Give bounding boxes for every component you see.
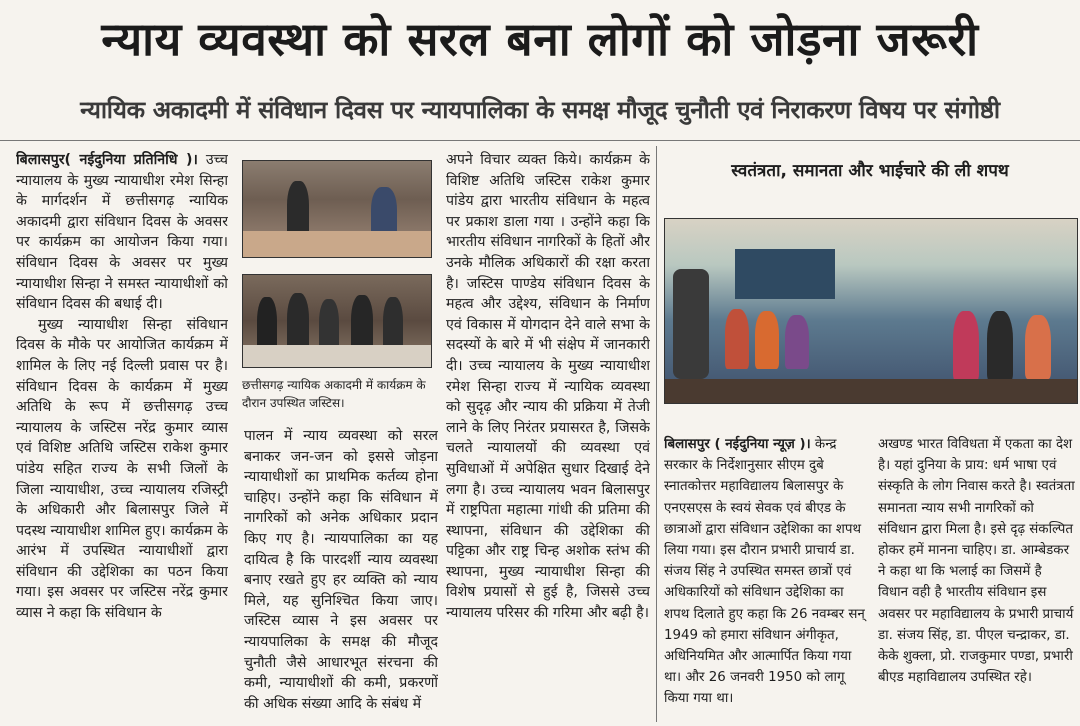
court-event-photo-2	[242, 274, 432, 368]
main-byline: बिलासपुर( नईदुनिया प्रतिनिधि )।	[16, 152, 198, 168]
main-paragraph-2: मुख्य न्यायाधीश सिन्हा संविधान दिवस के मौके पर आयोजित कार्यक्रम में शामिल के लिए नई दिल्ली प्रवास पर है। संविधान दिवस के कार्यक्रम में मुख्य अतिथि के रूप में छत्तीसगढ़ उच्च न्यायालय के जस्टिस नरेंद्र कुमार व्यास एवं विशिष्ट अतिथि जस्टिस राकेश कुमार पांडेय सहित राज्य के सभी जिलों के जिला न्यायाधीश, उच्च न्यायालय रजिस्ट्री के अधिकारी और बिलासपुर जिले में पदस्थ न्यायाधीश शामिल हुए। कार्यक्रम के आरंभ में उपस्थित न्यायाधीशों द्वारा संविधान की उद्देशिका का पठन किया गया। इस अवसर पर जस्टिस नरेंद्र कुमार व्यास ने कहा कि संविधान के	[16, 316, 228, 622]
main-story-column-3: अपने विचार व्यक्त किये। कार्यक्रम के विशिष्ट अतिथि जस्टिस राकेश कुमार पांडेय द्वारा भारतीय संविधान के महत्व पर प्रकाश डाला गया । उन्होंने कहा कि भारतीय संविधान नागरिकों के हितों और उनके मौलिक अधिकारों की रक्षा करता है। जस्टिस पाण्डेय संविधान दिवस के महत्व और उद्देश्य, संविधान के निर्माण एवं विकास में योगदान देने वाले सभा के सदस्यों के बारे में भी संक्षेप में जानकारी दी। उच्च न्यायालय के मुख्य न्यायाधीश रमेश सिन्हा राज्य में न्यायिक व्यवस्था को सुदृढ़ और न्याय की प्रक्रिया में तेजी लाने के लिए निरंतर प्रयासरत है, जिसके चलते न्यायालयों की व्यवस्था एवं सुविधाओं में अपेक्षित सुधार दिखाई देने लगा है। उच्च न्यायालय भवन बिलासपुर में राष्ट्रपिता महात्मा गांधी की प्रतिमा की स्थापना, संविधान की उद्देशिका की पट्टिका और राष्ट्र चिन्ह अशोक स्तंभ की स्थापना, मुख्य न्यायाधीश सिन्हा की विशेष प्रयासों से हुई है, जिससे उच्च न्यायालय परिसर की गरिमा और बढ़ी है।	[446, 152, 650, 622]
photo-caption: छत्तीसगढ़ न्यायिक अकादमी में कार्यक्रम के दौरान उपस्थित जस्टिस।	[242, 378, 426, 410]
side-story-title: स्वतंत्रता, समानता और भाईचारे की ली शपथ	[731, 161, 1009, 181]
college-oath-photo	[664, 218, 1078, 404]
main-paragraph-1: उच्च न्यायालय के मुख्य न्यायाधीश रमेश सिन्हा के मार्गदर्शन में छत्तीसगढ़ न्यायिक अकादमी द्वारा संविधान दिवस के अवसर पर कार्यक्रम का आयोजन किया गया। संविधान दिवस के अवसर पर मुख्य न्यायाधीश सिन्हा ने समस्त न्यायाधीशों को संविधान दिवस की बधाई दी।	[16, 152, 228, 313]
main-story-column-2: पालन में न्याय व्यवस्था को सरल बनाकर जन-जन को इससे जोड़ना न्यायाधीशों का प्राथमिक कर्तव्य होना चाहिए। उन्होंने कहा कि संविधान में नागरिकों को अनेक अधिकार प्रदान किए गए है। न्यायपालिका का यह दायित्व है कि पारदर्शी न्याय व्यवस्था बनाए रखते हुए हर व्यक्ति को न्याय मिले, यह सुनिश्चित किया जाए। जस्टिस व्यास ने इस अवसर पर न्यायपालिका के समक्ष की मौजूद चुनौती जैसे आधारभूत संरचना की कमी, न्यायाधीशों की कमी, प्रकरणों की अधिक संख्या आदि के संबंध में	[244, 428, 438, 712]
subheadline: न्यायिक अकादमी में संविधान दिवस पर न्यायपालिका के समक्ष मौजूद चुनौती एवं निराकरण विषय पर संगोष्ठी	[80, 96, 1000, 124]
column-divider	[656, 146, 657, 722]
side-paragraph-1: केन्द्र सरकार के निर्देशानुसार सीएम दुबे स्नातकोत्तर महाविद्यालय बिलासपुर के एनएसएस के स्वयं सेवक एवं बीएड के छात्राओं द्वारा संविधान उद्देशिका का शपथ लिया गया। इस दौरान प्रभारी प्राचार्य डा. संजय सिंह ने उपस्थित समस्त छात्रों एवं अधिकारियों को संविधान उद्देशिका का शपथ दिलाते हुए कहा कि 26 नवम्बर सन् 1949 को हमारा संविधान अंगीकृत, अधिनियमित और आत्मार्पित किया गया था। और 26 जनवरी 1950 को लागू किया गया था।	[664, 437, 865, 707]
side-story-column-1	[664, 434, 870, 724]
side-story-column-2: अखण्ड भारत विविधता में एकता का देश है। यहां दुनिया के प्राय: धर्म भाषा एवं संस्कृति के लोग निवास करते है। स्वतंत्रता समानता न्याय सभी नागरिकों को संविधान द्वारा मिला है। इसे दृढ़ संकल्पित होकर हमें मानना चाहिए। डा. आम्बेडकर ने कहा था कि भलाई का जिसमें है विधान वही है भारतीय संविधान इस अवसर पर महाविद्यालय के प्रभारी प्राचार्य डा. संजय सिंह, डा. पीएल चन्द्राकर, डा. केके शुक्ला, प्रो. राजकुमार पण्डा, प्रभारी बीएड महाविद्यालय उपस्थित रहे।	[878, 437, 1075, 686]
court-event-photo-1	[242, 160, 432, 258]
headline: न्याय व्यवस्था को सरल बना लोगों को जोड़ना जरूरी	[101, 12, 979, 66]
main-story-column-1	[16, 150, 228, 720]
top-divider	[0, 140, 1080, 141]
side-byline: बिलासपुर ( नईदुनिया न्यूज़ )।	[664, 437, 811, 452]
